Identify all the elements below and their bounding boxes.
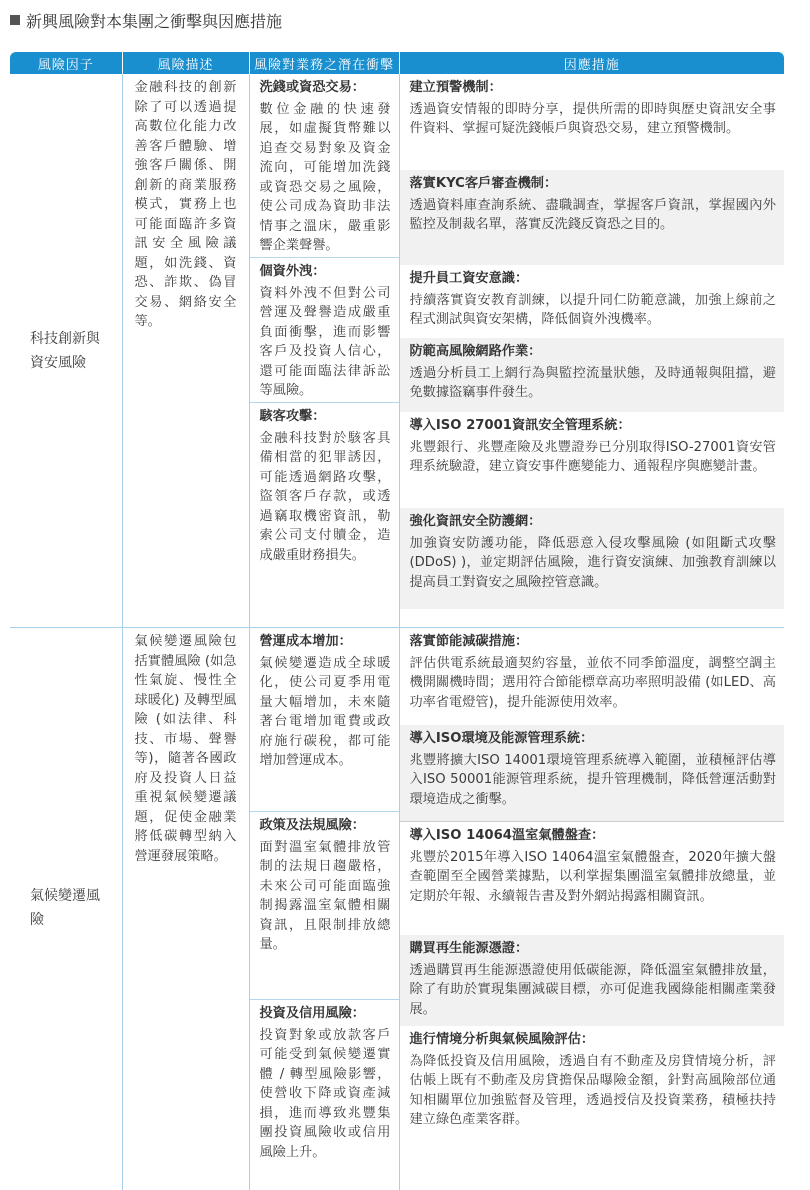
impact-heading: 駭客攻擊： xyxy=(260,407,391,427)
response-heading: 進行情境分析與氣候風險評估： xyxy=(410,1030,777,1050)
impact-body: 資料外洩不但對公司營運及聲譽造成嚴重負面衝擊，進而影響客戶及投資人信心，還可能面臨法律訴訟等風險。 xyxy=(260,284,391,401)
impact-body: 金融科技對於駭客具備相當的犯罪誘因，可能透過網路攻擊，盜領客戶存款，或透過竊取機密資訊，勒索公司支付贖金，造成嚴重財務損失。 xyxy=(260,429,391,566)
response-block xyxy=(400,412,785,508)
response-block xyxy=(400,628,785,725)
response-body: 評估供電系統最適契約容量，並依不同季節溫度，調整空調主機開關機時間；選用符合節能標章高功率照明設備 (如LED、高功率省電燈管)，提升能源使用效率。 xyxy=(410,654,777,713)
risk-description-cell xyxy=(122,74,249,628)
table-row-tech-security xyxy=(10,74,784,628)
response-block xyxy=(400,170,785,265)
impact-body: 面對溫室氣體排放管制的法規日趨嚴格，未來公司可能面臨強制揭露溫室氣體相關資訊，且限制排放總量。 xyxy=(260,838,391,955)
response-block xyxy=(400,338,785,412)
risk-factor-label: 科技創新與資安風險 xyxy=(10,74,122,627)
risk-factor-cell xyxy=(10,628,122,1190)
section-title xyxy=(10,6,282,34)
response-body: 為降低投資及信用風險，透過自有不動產及房貸情境分析，評估帳上既有不動產及房貸擔保品曝險金額，針對高風險部位通知相關單位加強監督及管理，透過授信及投資業務，積極扶持建立綠色產業客群。 xyxy=(410,1052,777,1130)
response-block xyxy=(400,1026,785,1190)
response-heading: 落實節能減碳措施： xyxy=(410,632,777,652)
response-heading: 防範高風險網路作業： xyxy=(410,342,777,362)
header-risk-description: 風險描述 xyxy=(122,52,249,74)
impact-heading: 投資及信用風險： xyxy=(260,1004,391,1024)
response-block xyxy=(400,265,785,338)
risk-description-text: 氣候變遷風險包括實體風險 (如急性氣旋、慢性全球暖化) 及轉型風險 (如法律、科技、市場、聲譽等)，隨著各國政府及投資人日益重視氣候變遷議題，促使金融業將低碳轉型納入營運發展策略。 xyxy=(123,628,249,866)
impact-block xyxy=(250,812,399,1000)
risk-factor-label: 氣候變遷風險 xyxy=(10,628,122,1188)
impact-block xyxy=(250,258,399,403)
impact-cell xyxy=(249,628,399,1190)
response-body: 兆豐將擴大ISO 14001環境管理系統導入範圍，並積極評估導入ISO 50001能源管理系統，提升管理機制，降低營運活動對環境造成之衝擊。 xyxy=(410,751,777,810)
response-heading: 提升員工資安意識： xyxy=(410,269,777,289)
response-heading: 建立預警機制： xyxy=(410,78,777,98)
impact-heading: 個資外洩： xyxy=(260,262,391,282)
risk-description-cell xyxy=(122,628,249,1190)
response-body: 透過資料庫查詢系統、盡職調查，掌握客戶資訊，掌握國內外監控及制裁名單，落實反洗錢反資恐之目的。 xyxy=(410,196,777,235)
response-body: 透過分析員工上網行為與監控流量狀態，及時通報與阻擋，避免數據盜竊事件發生。 xyxy=(410,364,777,403)
table-row-climate xyxy=(10,628,784,1190)
response-body: 兆豐於2015年導入ISO 14064溫室氣體盤查，2020年擴大盤查範圍至全國營業據點，以利掌握集團溫室氣體排放總量，並定期於年報、永續報告書及對外網站揭露相關資訊。 xyxy=(410,848,777,907)
impact-heading: 營運成本增加： xyxy=(260,632,391,652)
risk-table xyxy=(10,52,784,1190)
square-bullet-icon xyxy=(10,15,20,25)
response-heading: 購買再生能源憑證： xyxy=(410,939,777,959)
impact-block xyxy=(250,403,399,627)
response-body: 兆豐銀行、兆豐產險及兆豐證券已分別取得ISO-27001資安管理系統驗證，建立資安事件應變能力、通報程序與應變計畫。 xyxy=(410,438,777,477)
response-heading: 強化資訊安全防護網： xyxy=(410,512,777,532)
response-cell xyxy=(399,74,784,628)
impact-cell xyxy=(249,74,399,628)
risk-factor-cell xyxy=(10,74,122,628)
table-header-row xyxy=(10,52,784,74)
response-block xyxy=(400,725,785,821)
section-title-text: 新興風險對本集團之衝擊與因應措施 xyxy=(26,9,282,32)
impact-body: 氣候變遷造成全球暖化，使公司夏季用電量大幅增加，未來隨著台電增加電費或政府施行碳稅，都可能增加營運成本。 xyxy=(260,654,391,771)
impact-block xyxy=(250,1000,399,1186)
response-body: 加強資安防護功能，降低惡意入侵攻擊風險 (如阻斷式攻擊 (DDoS) )，並定期評估風險，進行資安演練、加強教育訓練以提高員工對資安之風險控管意識。 xyxy=(410,534,777,593)
risk-description-text: 金融科技的創新除了可以透過提高數位化能力改善客戶體驗、增強客戶關係、開創新的商業服務模式，實務上也可能面臨許多資訊安全風險議題，如洗錢、資恐、詐欺、偽冒交易、網絡安全等。 xyxy=(123,74,249,332)
response-block xyxy=(400,935,785,1026)
response-body: 透過購買再生能源憑證使用低碳能源，降低溫室氣體排放量，除了有助於實現集團減碳目標，亦可促進我國綠能相關產業發展。 xyxy=(410,961,777,1020)
header-business-impact: 風險對業務之潛在衝擊 xyxy=(249,52,399,74)
impact-body: 投資對象或放款客戶可能受到氣候變遷實體 / 轉型風險影響，使營收下降或資產減損，進而導致兆豐集團投資風險收或信用風險上升。 xyxy=(260,1026,391,1163)
response-body: 透過資安情報的即時分享，提供所需的即時與歷史資訊安全事件資料、掌握可疑洗錢帳戶與資恐交易，建立預警機制。 xyxy=(410,100,777,139)
response-heading: 導入ISO 27001資訊安全管理系統： xyxy=(410,416,777,436)
response-cell xyxy=(399,628,784,1190)
header-risk-factor: 風險因子 xyxy=(10,52,122,74)
response-heading: 導入ISO 14064溫室氣體盤查： xyxy=(410,826,777,846)
response-block xyxy=(400,508,785,609)
header-response-measures: 因應措施 xyxy=(399,52,784,74)
impact-block xyxy=(250,74,399,258)
impact-heading: 政策及法規風險： xyxy=(260,816,391,836)
response-heading: 導入ISO環境及能源管理系統： xyxy=(410,729,777,749)
impact-heading: 洗錢或資恐交易： xyxy=(260,78,391,98)
response-heading: 落實KYC客戶審查機制： xyxy=(410,174,777,194)
response-block xyxy=(400,821,785,935)
response-block xyxy=(400,74,785,170)
impact-body: 數位金融的快速發展，如虛擬貨幣難以追查交易對象及資金流向，可能增加洗錢或資恐交易之風險，使公司成為資助非法情事之溫床，嚴重影響企業聲譽。 xyxy=(260,100,391,256)
response-body: 持續落實資安教育訓練，以提升同仁防範意識，加強上線前之程式測試與資安架構，降低個資外洩機率。 xyxy=(410,291,777,330)
impact-block xyxy=(250,628,399,812)
